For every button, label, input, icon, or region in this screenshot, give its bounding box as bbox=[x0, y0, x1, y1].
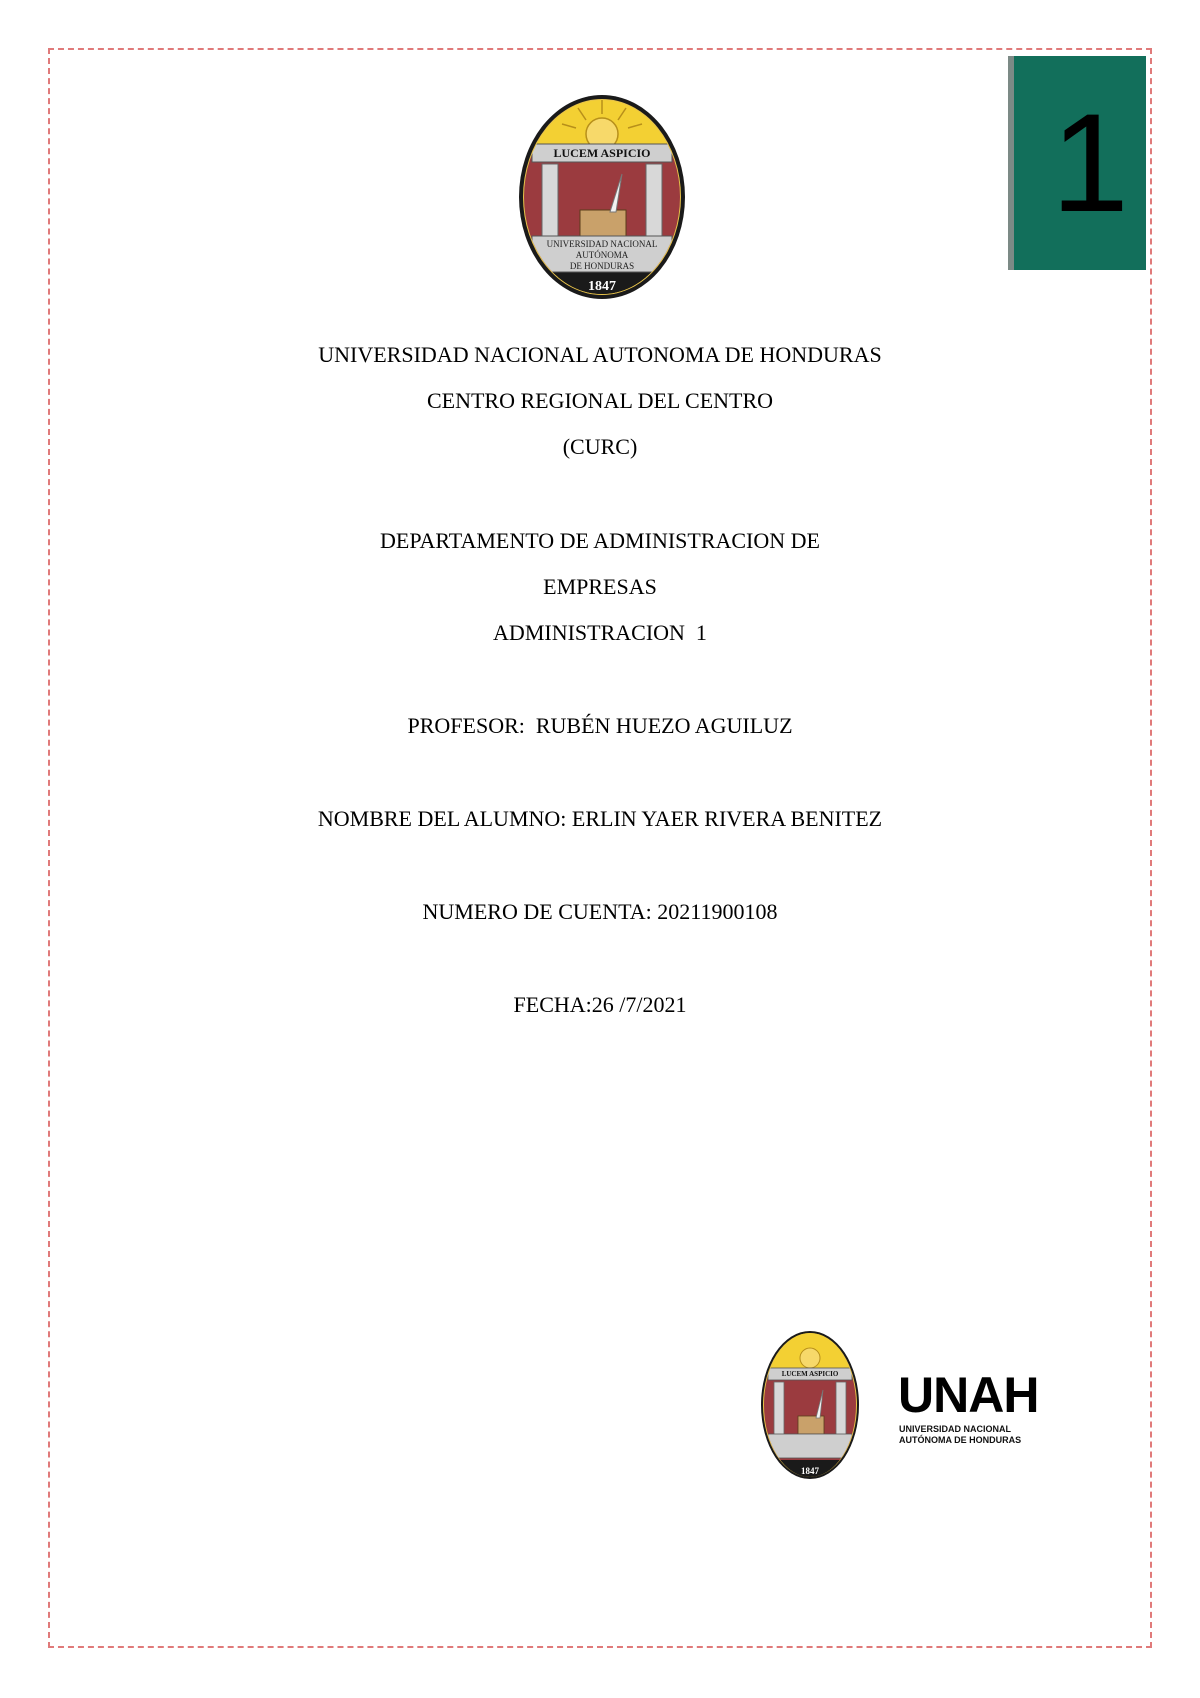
account-number: NUMERO DE CUENTA: 20211900108 bbox=[422, 899, 778, 924]
university-seal-logo bbox=[518, 94, 686, 300]
date-block bbox=[0, 982, 1200, 1028]
student-name: NOMBRE DEL ALUMNO: ERLIN YAER RIVERA BENITEZ bbox=[317, 806, 883, 831]
seal-motto: LUCEM ASPICIO bbox=[553, 146, 651, 160]
department-line-1: DEPARTAMENTO DE ADMINISTRACION DE bbox=[380, 528, 820, 553]
university-name: UNIVERSIDAD NACIONAL AUTONOMA DE HONDURAS bbox=[318, 342, 882, 367]
page-number: 1 bbox=[1051, 84, 1129, 241]
date: FECHA:26 /7/2021 bbox=[513, 992, 687, 1017]
seal-line-1: UNIVERSIDAD NACIONAL bbox=[546, 239, 658, 249]
professor-block bbox=[0, 703, 1200, 749]
small-seal-year: 1847 bbox=[801, 1466, 819, 1476]
professor-name: PROFESOR: RUBÉN HUEZO AGUILUZ bbox=[407, 713, 793, 738]
seal-line-2: AUTÓNOMA bbox=[575, 250, 629, 260]
page-number-box bbox=[1008, 56, 1146, 270]
unah-logo bbox=[760, 1320, 1060, 1480]
unah-subtitle-line-2: AUTÓNOMA DE HONDURAS bbox=[899, 1435, 1022, 1445]
seal-year: 1847 bbox=[588, 279, 616, 294]
seal-line-3: DE HONDURAS bbox=[569, 261, 635, 271]
regional-center: CENTRO REGIONAL DEL CENTRO bbox=[426, 388, 774, 413]
header-block bbox=[0, 332, 1200, 470]
account-block bbox=[0, 889, 1200, 935]
unah-subtitle bbox=[899, 1424, 1021, 1446]
department-line-2: EMPRESAS bbox=[543, 574, 657, 599]
unah-wordmark: UNAH bbox=[898, 1367, 1039, 1423]
small-seal-logo bbox=[760, 1330, 860, 1480]
student-block bbox=[0, 796, 1200, 842]
unah-subtitle-line-1: UNIVERSIDAD NACIONAL bbox=[899, 1424, 1012, 1434]
center-abbreviation: (CURC) bbox=[562, 434, 638, 459]
course-name: ADMINISTRACION 1 bbox=[493, 620, 707, 645]
small-seal-motto: LUCEM ASPICIO bbox=[781, 1370, 839, 1378]
department-block bbox=[0, 518, 1200, 656]
